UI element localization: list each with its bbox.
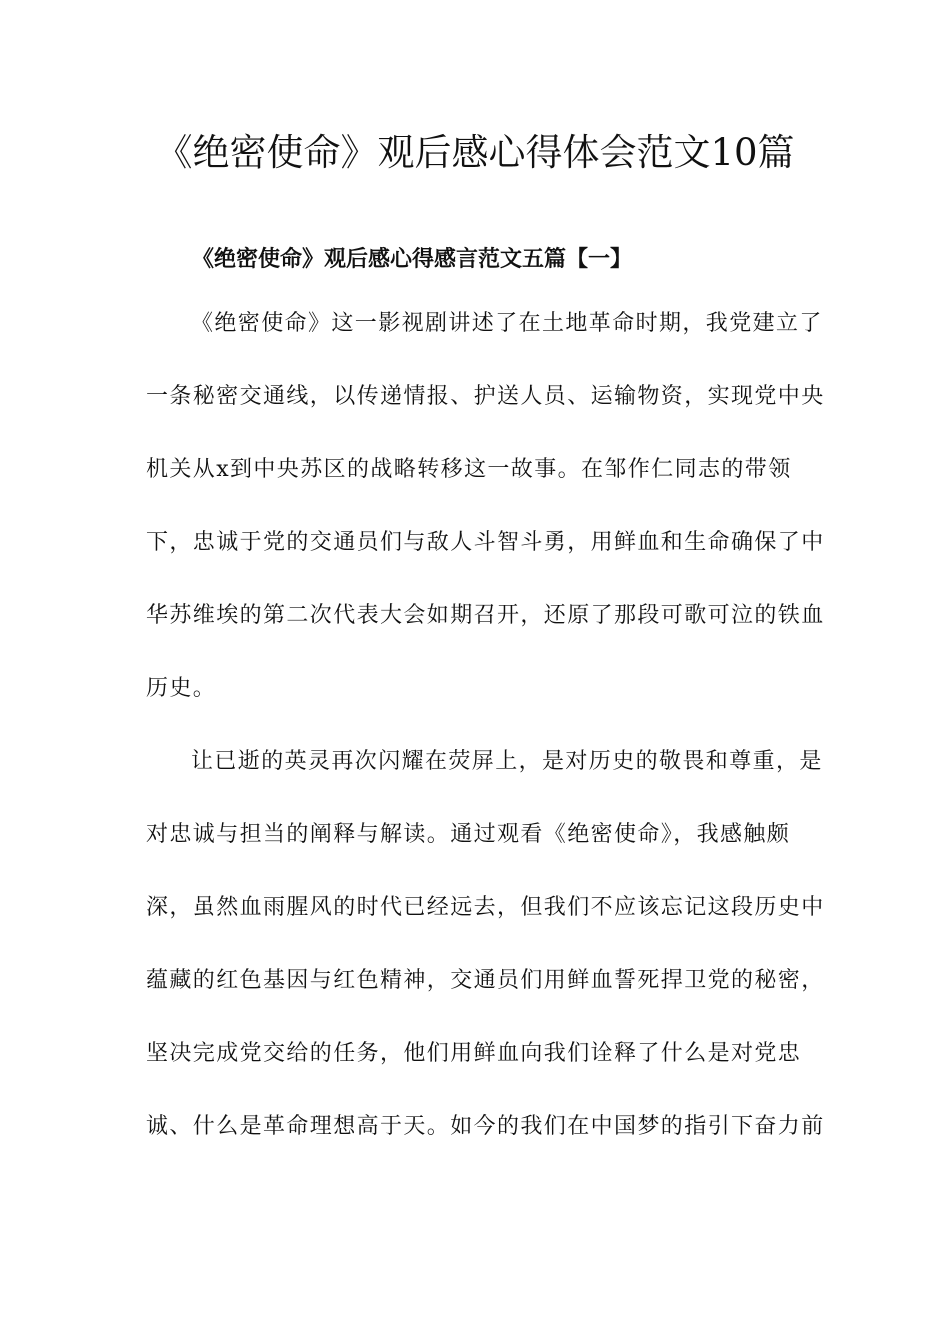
document-body xyxy=(146,302,825,1178)
document-title: 《绝密使命》观后感心得体会范文10篇 xyxy=(155,131,795,174)
paragraph-line: 《绝密使命》这一影视剧讲述了在土地革命时期，我党建立了 xyxy=(191,311,823,336)
paragraph-line: 坚决完成党交给的任务，他们用鲜血向我们诠释了什么是对党忠 xyxy=(146,1041,802,1066)
paragraph-line: 蕴藏的红色基因与红色精神，交通员们用鲜血誓死捍卫党的秘密， xyxy=(146,968,825,993)
paragraph-line: 华苏维埃的第二次代表大会如期召开，还原了那段可歌可泣的铁血 xyxy=(146,603,825,628)
paragraph-line: 诚、什么是革命理想高于天。如今的我们在中国梦的指引下奋力前 xyxy=(146,1114,825,1139)
paragraph-line: 对忠诚与担当的阐释与解读。通过观看《绝密使命》，我感触颇 xyxy=(146,822,791,847)
paragraph-1 xyxy=(146,302,825,740)
paragraph-line: 一条秘密交通线，以传递情报、护送人员、运输物资，实现党中央 xyxy=(146,384,825,409)
paragraph-line: 机关从x到中央苏区的战略转移这一故事。在邹作仁同志的带领 xyxy=(146,457,792,482)
section-heading: 《绝密使命》观后感心得感言范文五篇【一】 xyxy=(192,246,633,272)
paragraph-line: 深，虽然血雨腥风的时代已经远去，但我们不应该忘记这段历史中 xyxy=(146,895,825,920)
paragraph-2 xyxy=(146,740,825,1178)
paragraph-line: 下，忠诚于党的交通员们与敌人斗智斗勇，用鲜血和生命确保了中 xyxy=(146,530,825,555)
paragraph-line: 历史。 xyxy=(146,676,217,701)
paragraph-line: 让已逝的英灵再次闪耀在荧屏上，是对历史的敬畏和尊重，是 xyxy=(191,749,823,774)
